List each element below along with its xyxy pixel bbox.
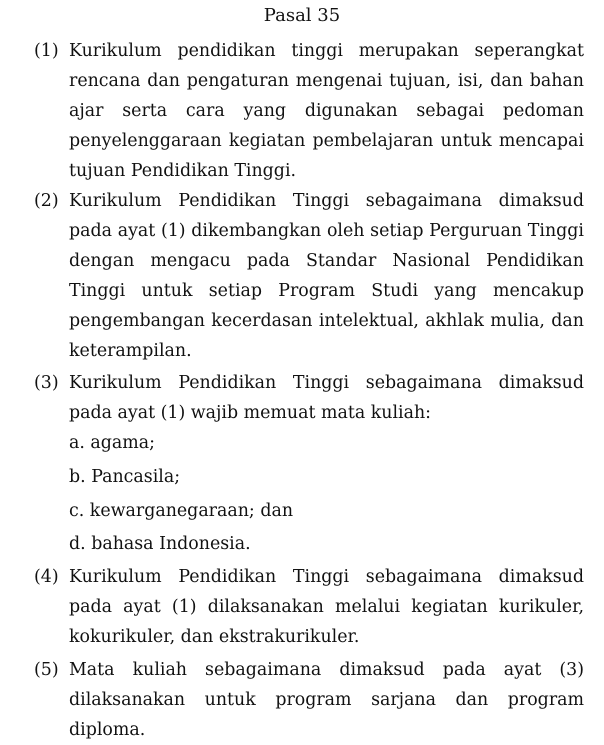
list-item: a. agama; [69,433,156,453]
list-item: d. bahasa Indonesia. [69,534,251,554]
clause-text: Kurikulum Pendidikan Tinggi sebagaimana dimaksud pada ayat (1) wajib memuat mata kuliah: [69,373,584,423]
clause-number: (2) [34,191,59,211]
clause-number: (1) [34,41,59,61]
clause-text: Mata kuliah sebagaimana dimaksud pada ayat (3) dilaksanakan untuk program sarjana dan program diploma. [69,660,584,740]
clause-number: (3) [34,373,59,393]
clause-number: (5) [34,660,59,680]
clause-text: Kurikulum Pendidikan Tinggi sebagaimana dimaksud pada ayat (1) dikembangkan oleh setiap Perguruan Tinggi dengan mengacu pada Standar Nasional Pendidikan Tinggi untuk setiap Program Studi yang mencakup pengembangan kecerdasan intelektual, akhlak mulia, dan keterampilan. [69,191,584,361]
clause-text: Kurikulum pendidikan tinggi merupakan seperangkat rencana dan pengaturan mengenai tujuan, isi, dan bahan ajar serta cara yang digunakan sebagai pedoman penyelenggaraan kegiatan pembelajaran untuk mencapai tujuan Pendidikan Tinggi. [69,41,584,181]
article-title: Pasal 35 [263,5,341,26]
clause-text: Kurikulum Pendidikan Tinggi sebagaimana dimaksud pada ayat (1) dilaksanakan melalui kegiatan kurikuler, kokurikuler, dan ekstrakurikuler. [69,567,584,647]
list-item: b. Pancasila; [69,467,181,487]
clause-number: (4) [34,567,59,587]
list-item: c. kewarganegaraan; dan [69,501,294,521]
